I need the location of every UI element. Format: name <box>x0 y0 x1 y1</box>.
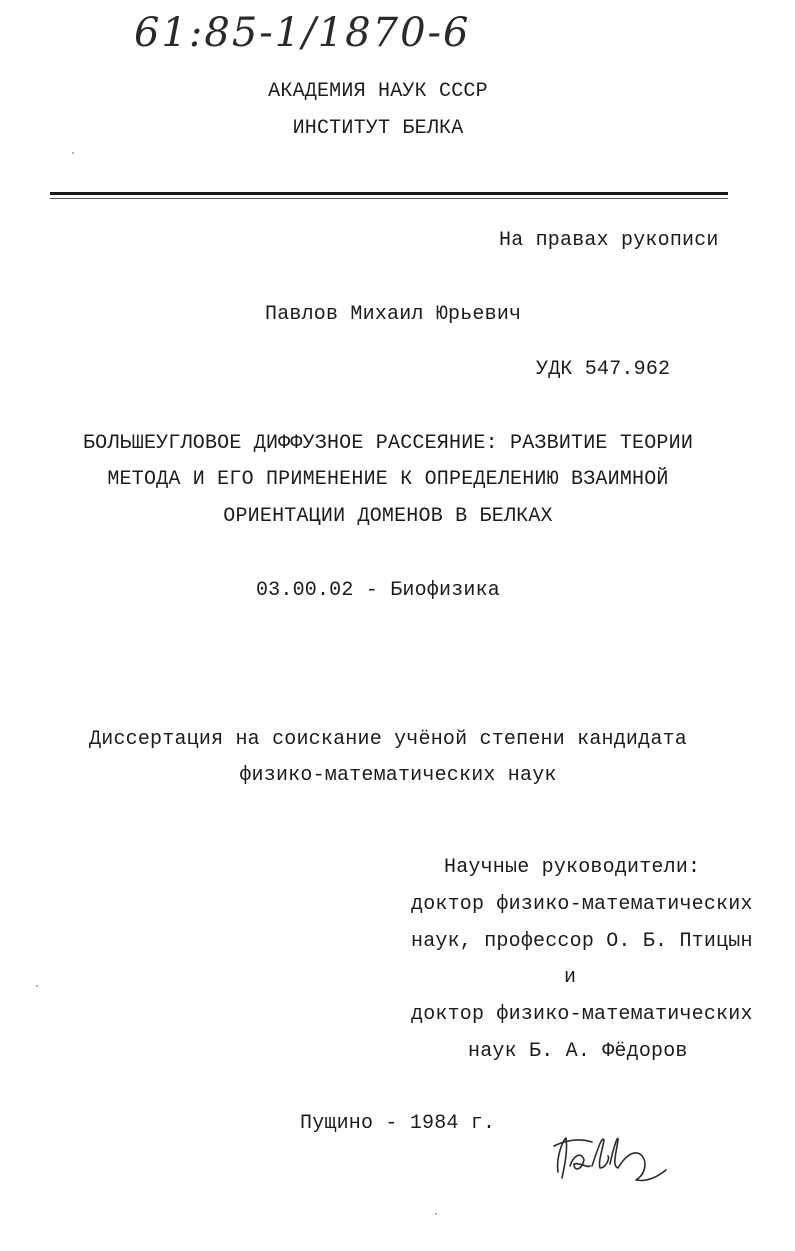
author-name: Павлов Михаил Юрьевич <box>265 303 522 326</box>
supervisors-conjunction: и <box>564 966 577 989</box>
title-line-1: БОЛЬШЕУГЛОВОЕ ДИФФУЗНОЕ РАССЕЯНИЕ: РАЗВИТИЕ ТЕОРИИ <box>82 432 694 455</box>
author-signature <box>552 1128 672 1190</box>
title-line-2: МЕТОДА И ЕГО ПРИМЕНЕНИЕ К ОПРЕДЕЛЕНИЮ ВЗАИМНОЙ <box>107 468 669 491</box>
header-divider-thin <box>50 198 728 199</box>
degree-line-2: физико-математических наук <box>239 764 557 787</box>
institute-name: ИНСТИТУТ БЕЛКА <box>292 117 464 140</box>
header-divider <box>50 192 728 195</box>
supervisor-1-name: наук, профессор О. Б. Птицын <box>411 930 753 953</box>
specialty-code: 03.00.02 - Биофизика <box>255 579 501 602</box>
degree-line-1: Диссертация на соискание учёной степени кандидата <box>89 728 687 751</box>
supervisors-heading: Научные руководители: <box>444 856 701 879</box>
rights-note: На правах рукописи <box>499 229 719 252</box>
title-line-3: ОРИЕНТАЦИИ ДОМЕНОВ В БЕЛКАХ <box>223 505 553 528</box>
supervisor-2-degree: доктор физико-математических <box>411 1003 753 1026</box>
supervisor-1-degree: доктор физико-математических <box>411 893 753 916</box>
scan-speck <box>36 985 38 987</box>
scan-speck <box>72 152 74 154</box>
handwritten-catalog-code: 61:85-1/1870-6 <box>134 10 471 56</box>
place-and-year: Пущино - 1984 г. <box>300 1112 496 1135</box>
supervisor-2-name: наук Б. А. Фёдоров <box>468 1040 688 1063</box>
academy-name: АКАДЕМИЯ НАУК СССР <box>268 80 488 103</box>
scan-speck <box>435 1213 437 1215</box>
udk-code: УДК 547.962 <box>536 358 671 381</box>
